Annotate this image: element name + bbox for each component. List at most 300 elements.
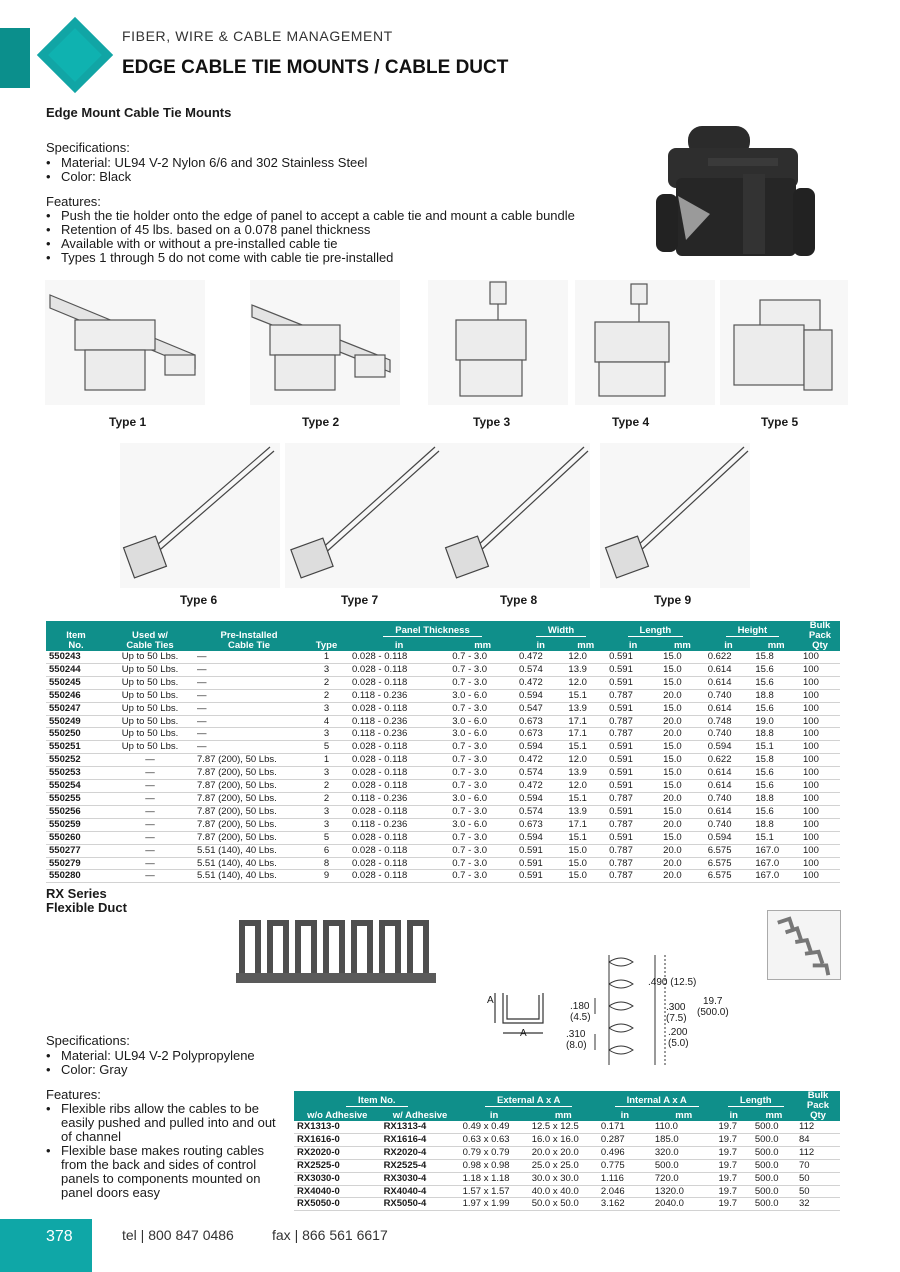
table-cell: 0.787 — [606, 792, 660, 805]
table-cell: 100 — [800, 780, 840, 793]
table-cell: 0.7 - 3.0 — [449, 870, 516, 883]
table-cell: — — [194, 651, 304, 663]
table-cell: 100 — [800, 702, 840, 715]
col-preinstalled-header: Pre-Installed Cable Tie — [194, 621, 304, 651]
table-cell: 15.6 — [752, 663, 800, 676]
table-row — [46, 689, 840, 702]
subheader-in: in — [705, 637, 753, 651]
table-row — [46, 715, 840, 728]
table-cell: 0.787 — [606, 857, 660, 870]
type-8-image — [440, 443, 590, 588]
table-cell: 0.614 — [705, 805, 753, 818]
table-cell: 0.591 — [606, 676, 660, 689]
table-cell: 0.673 — [516, 715, 565, 728]
table-cell: 100 — [800, 651, 840, 663]
table-cell: 15.0 — [565, 870, 606, 883]
table-cell: 167.0 — [752, 844, 800, 857]
table-cell: 0.594 — [705, 831, 753, 844]
table-cell: 16.0 x 16.0 — [529, 1133, 598, 1146]
table-cell: 15.1 — [565, 792, 606, 805]
table-cell: 20.0 — [660, 792, 705, 805]
table-cell: 9 — [304, 870, 349, 883]
table-cell: 13.9 — [565, 805, 606, 818]
table-cell: 15.6 — [752, 676, 800, 689]
list-item: • Push the tie holder onto the edge of panel to accept a cable tie and mount a cable bundle — [46, 209, 575, 223]
table-cell: 19.7 — [716, 1172, 752, 1185]
subheader-in: in — [716, 1107, 752, 1121]
col-width-header: Width — [516, 621, 606, 637]
list-item: • Color: Gray — [46, 1063, 255, 1077]
subheader-mm: mm — [752, 637, 800, 651]
table-cell: 100 — [800, 792, 840, 805]
edge-mount-table — [46, 621, 840, 883]
edge-mount-photo — [648, 118, 818, 268]
table-cell: 0.287 — [598, 1133, 652, 1146]
table-row — [294, 1185, 840, 1198]
table-row — [46, 741, 840, 754]
col-type-header: Type — [304, 621, 349, 651]
table-cell: 15.1 — [752, 741, 800, 754]
table-cell: 550260 — [46, 831, 106, 844]
subheader-in: in — [606, 637, 660, 651]
table-cell: 0.591 — [606, 767, 660, 780]
table-cell: 0.740 — [705, 728, 753, 741]
table-cell: 550259 — [46, 818, 106, 831]
table-cell: 0.98 x 0.98 — [460, 1159, 529, 1172]
table-cell: 15.6 — [752, 702, 800, 715]
subheader-mm: mm — [449, 637, 516, 651]
table-cell: 0.591 — [606, 831, 660, 844]
table-cell: 3.0 - 6.0 — [449, 689, 516, 702]
table-cell: 12.5 x 12.5 — [529, 1121, 598, 1133]
table-cell: 50 — [796, 1172, 840, 1185]
table-cell: Up to 50 Lbs. — [106, 702, 194, 715]
table-cell: 720.0 — [652, 1172, 716, 1185]
rx-subheading: Flexible Duct — [46, 900, 127, 915]
table-cell: 0.591 — [606, 663, 660, 676]
subheader-wo-adhesive: w/o Adhesive — [294, 1107, 381, 1121]
table-cell: 100 — [800, 676, 840, 689]
table-cell: 0.775 — [598, 1159, 652, 1172]
type-3-label: Type 3 — [473, 415, 511, 429]
table-cell: 84 — [796, 1133, 840, 1146]
table-cell: 0.591 — [606, 805, 660, 818]
footer-tel: tel | 800 847 0486 — [122, 1227, 234, 1243]
table-cell: 12.0 — [565, 754, 606, 767]
table-cell: 15.1 — [565, 741, 606, 754]
table-cell: 15.0 — [660, 741, 705, 754]
table-cell: 0.028 - 0.118 — [349, 805, 449, 818]
table-cell: RX1313-0 — [294, 1121, 381, 1133]
table-cell: 8 — [304, 857, 349, 870]
table-cell: RX1616-0 — [294, 1133, 381, 1146]
rx-spec-label: Specifications: — [46, 1033, 130, 1048]
table-cell: 5 — [304, 741, 349, 754]
table-cell: — — [106, 805, 194, 818]
table-cell: 19.0 — [752, 715, 800, 728]
table-cell: 20.0 — [660, 870, 705, 883]
table-cell: RX5050-0 — [294, 1198, 381, 1211]
table-cell: 0.028 - 0.118 — [349, 780, 449, 793]
table-cell: 13.9 — [565, 702, 606, 715]
page-title: EDGE CABLE TIE MOUNTS / CABLE DUCT — [122, 57, 509, 78]
table-cell: 15.1 — [565, 831, 606, 844]
table-row — [46, 831, 840, 844]
table-cell: — — [106, 857, 194, 870]
table-cell: 3.162 — [598, 1198, 652, 1211]
table-cell: 1.116 — [598, 1172, 652, 1185]
table-cell: 320.0 — [652, 1146, 716, 1159]
table-cell: 0.748 — [705, 715, 753, 728]
table-cell: 100 — [800, 831, 840, 844]
table-cell: 15.8 — [752, 754, 800, 767]
table-cell: 550249 — [46, 715, 106, 728]
table-row — [46, 792, 840, 805]
col-bulk-header: Bulk Pack Qty — [800, 621, 840, 651]
table-row — [46, 663, 840, 676]
table-cell: 0.79 x 0.79 — [460, 1146, 529, 1159]
table-cell: 2 — [304, 689, 349, 702]
table-cell: 7.87 (200), 50 Lbs. — [194, 805, 304, 818]
type-9-image — [600, 443, 750, 588]
table-cell: 0.63 x 0.63 — [460, 1133, 529, 1146]
table-cell: 1320.0 — [652, 1185, 716, 1198]
table-cell: 0.622 — [705, 651, 753, 663]
table-cell: — — [194, 715, 304, 728]
table-cell: RX4040-0 — [294, 1185, 381, 1198]
list-item: • Flexible ribs allow the cables to be easily pushed and pulled into and out of channel — [46, 1102, 282, 1144]
table-cell: 0.787 — [606, 870, 660, 883]
table-cell: 0.7 - 3.0 — [449, 767, 516, 780]
table-cell: Up to 50 Lbs. — [106, 651, 194, 663]
table-cell: 0.7 - 3.0 — [449, 663, 516, 676]
table-cell: 0.591 — [516, 870, 565, 883]
table-cell: 167.0 — [752, 857, 800, 870]
table-cell: 112 — [796, 1146, 840, 1159]
table-cell: 15.8 — [752, 651, 800, 663]
table-cell: 0.594 — [516, 831, 565, 844]
type-8-label: Type 8 — [500, 593, 538, 607]
table-cell: 19.7 — [716, 1185, 752, 1198]
subheader-in: in — [598, 1107, 652, 1121]
table-row — [46, 844, 840, 857]
table-cell: Up to 50 Lbs. — [106, 715, 194, 728]
subheader-mm: mm — [565, 637, 606, 651]
table-cell: 15.1 — [565, 689, 606, 702]
table-cell: 550247 — [46, 702, 106, 715]
table-cell: 0.740 — [705, 818, 753, 831]
table-cell: 550243 — [46, 651, 106, 663]
table-cell: — — [194, 676, 304, 689]
table-row — [46, 676, 840, 689]
rx-spec-list — [46, 1049, 255, 1077]
table-cell: 15.1 — [752, 831, 800, 844]
table-cell: 15.0 — [660, 651, 705, 663]
table-cell: 19.7 — [716, 1159, 752, 1172]
table-cell: RX3030-4 — [381, 1172, 460, 1185]
dim-200: .200 — [668, 1027, 688, 1038]
table-cell: 100 — [800, 857, 840, 870]
subheader-in: in — [349, 637, 449, 651]
table-cell: 3.0 - 6.0 — [449, 715, 516, 728]
table-cell: 0.028 - 0.118 — [349, 754, 449, 767]
table-cell: 0.118 - 0.236 — [349, 715, 449, 728]
table-cell: 0.7 - 3.0 — [449, 844, 516, 857]
table-cell: 0.574 — [516, 767, 565, 780]
col-internal-header: Internal A x A — [598, 1091, 716, 1107]
table-cell: 3 — [304, 663, 349, 676]
table-cell: 100 — [800, 870, 840, 883]
subheader-mm: mm — [529, 1107, 598, 1121]
subheader-in: in — [516, 637, 565, 651]
table-cell: 50.0 x 50.0 — [529, 1198, 598, 1211]
table-cell: 0.787 — [606, 689, 660, 702]
list-item: • Types 1 through 5 do not come with cable tie pre-installed — [46, 251, 575, 265]
table-cell: 550279 — [46, 857, 106, 870]
edge-mount-heading: Edge Mount Cable Tie Mounts — [46, 105, 232, 120]
type-6-label: Type 6 — [180, 593, 218, 607]
table-cell: 18.8 — [752, 689, 800, 702]
table-cell: 0.028 - 0.118 — [349, 831, 449, 844]
table-cell: 7.87 (200), 50 Lbs. — [194, 818, 304, 831]
table-cell: 0.118 - 0.236 — [349, 728, 449, 741]
table-cell: 12.0 — [565, 676, 606, 689]
list-item: • Color: Black — [46, 170, 367, 184]
table-cell: — — [194, 741, 304, 754]
table-cell: 0.614 — [705, 767, 753, 780]
table-cell: 6.575 — [705, 857, 753, 870]
table-cell: 2 — [304, 792, 349, 805]
table-row — [294, 1121, 840, 1133]
table-row — [46, 651, 840, 663]
rx-heading: RX Series — [46, 886, 107, 901]
table-cell: 500.0 — [752, 1121, 796, 1133]
footer-fax: fax | 866 561 6617 — [272, 1227, 388, 1243]
subheader-mm: mm — [652, 1107, 716, 1121]
table-cell: 5.51 (140), 40 Lbs. — [194, 870, 304, 883]
subheader-mm: mm — [660, 637, 705, 651]
table-cell: 2 — [304, 780, 349, 793]
table-cell: 500.0 — [752, 1172, 796, 1185]
col-item-header: Item No. — [46, 621, 106, 651]
table-cell: 0.118 - 0.236 — [349, 792, 449, 805]
dim-197: 19.7 — [703, 996, 723, 1007]
table-cell: — — [194, 702, 304, 715]
table-cell: 0.787 — [606, 818, 660, 831]
table-cell: 550245 — [46, 676, 106, 689]
list-item: • Flexible base makes routing cables from the back and sides of control panels to components mounted on panel doors easy — [46, 1144, 282, 1200]
table-row — [294, 1133, 840, 1146]
table-cell: 0.591 — [606, 754, 660, 767]
table-cell: 2040.0 — [652, 1198, 716, 1211]
table-cell: 20.0 — [660, 728, 705, 741]
table-cell: 550251 — [46, 741, 106, 754]
edge-mount-table-body — [46, 651, 840, 883]
table-cell: 15.0 — [660, 663, 705, 676]
table-cell: 1.97 x 1.99 — [460, 1198, 529, 1211]
rx-duct-table-body — [294, 1121, 840, 1211]
table-cell: 100 — [800, 844, 840, 857]
table-cell: 112 — [796, 1121, 840, 1133]
table-cell: 0.472 — [516, 780, 565, 793]
table-cell: 0.740 — [705, 792, 753, 805]
table-cell: 15.0 — [660, 702, 705, 715]
table-row — [294, 1159, 840, 1172]
table-cell: 7.87 (200), 50 Lbs. — [194, 780, 304, 793]
rx-duct-table — [294, 1091, 840, 1211]
table-cell: 100 — [800, 715, 840, 728]
table-cell: 1.18 x 1.18 — [460, 1172, 529, 1185]
table-cell: 12.0 — [565, 780, 606, 793]
table-cell: 0.7 - 3.0 — [449, 780, 516, 793]
table-row — [46, 857, 840, 870]
table-cell: 20.0 — [660, 857, 705, 870]
table-cell: 100 — [800, 754, 840, 767]
table-cell: 15.6 — [752, 780, 800, 793]
table-row — [46, 818, 840, 831]
table-cell: Up to 50 Lbs. — [106, 728, 194, 741]
table-cell: 17.1 — [565, 728, 606, 741]
table-cell: 0.591 — [606, 651, 660, 663]
table-cell: 7.87 (200), 50 Lbs. — [194, 754, 304, 767]
table-cell: 6 — [304, 844, 349, 857]
table-row — [46, 754, 840, 767]
table-cell: 550246 — [46, 689, 106, 702]
edge-feat-label: Features: — [46, 194, 101, 209]
type-1-image — [45, 280, 205, 405]
col-height-header: Height — [705, 621, 800, 637]
table-cell: 100 — [800, 741, 840, 754]
table-cell: 15.0 — [660, 676, 705, 689]
type-6-image — [120, 443, 280, 588]
table-cell: 20.0 x 20.0 — [529, 1146, 598, 1159]
table-cell: 30.0 x 30.0 — [529, 1172, 598, 1185]
table-cell: RX2525-4 — [381, 1159, 460, 1172]
table-cell: 1 — [304, 651, 349, 663]
table-cell: 0.614 — [705, 676, 753, 689]
table-cell: 17.1 — [565, 715, 606, 728]
table-cell: — — [106, 831, 194, 844]
header-diamond-logo — [37, 17, 113, 93]
table-cell: — — [194, 689, 304, 702]
table-cell: 50 — [796, 1185, 840, 1198]
dim-300-mm: (7.5) — [666, 1013, 687, 1024]
rx-feature-list — [46, 1102, 282, 1200]
table-cell: 500.0 — [752, 1185, 796, 1198]
table-cell: 7.87 (200), 50 Lbs. — [194, 792, 304, 805]
type-7-image — [285, 443, 445, 588]
table-cell: 0.496 — [598, 1146, 652, 1159]
table-cell: 13.9 — [565, 663, 606, 676]
table-cell: 70 — [796, 1159, 840, 1172]
table-cell: — — [106, 870, 194, 883]
list-item: • Material: UL94 V-2 Polypropylene — [46, 1049, 255, 1063]
table-cell: 18.8 — [752, 728, 800, 741]
table-cell: 0.7 - 3.0 — [449, 741, 516, 754]
dim-310-mm: (8.0) — [566, 1040, 587, 1051]
table-cell: 0.028 - 0.118 — [349, 702, 449, 715]
table-cell: 15.0 — [660, 767, 705, 780]
table-cell: — — [194, 728, 304, 741]
table-cell: 0.472 — [516, 754, 565, 767]
table-cell: 15.0 — [660, 780, 705, 793]
table-cell: 0.028 - 0.118 — [349, 857, 449, 870]
table-cell: 100 — [800, 767, 840, 780]
table-cell: 6.575 — [705, 844, 753, 857]
table-cell: — — [106, 780, 194, 793]
table-cell: RX2020-0 — [294, 1146, 381, 1159]
table-cell: 3 — [304, 728, 349, 741]
table-cell: 15.0 — [660, 754, 705, 767]
table-cell: 0.594 — [705, 741, 753, 754]
table-cell: 0.028 - 0.118 — [349, 767, 449, 780]
header-accent-bar — [0, 28, 30, 88]
table-row — [46, 767, 840, 780]
table-cell: 5.51 (140), 40 Lbs. — [194, 844, 304, 857]
subheader-w-adhesive: w/ Adhesive — [381, 1107, 460, 1121]
table-cell: 0.591 — [516, 857, 565, 870]
page-number: 378 — [46, 1228, 73, 1245]
table-cell: 2 — [304, 676, 349, 689]
type-7-label: Type 7 — [341, 593, 379, 607]
dim-200-mm: (5.0) — [668, 1038, 689, 1049]
table-cell: 3 — [304, 702, 349, 715]
table-cell: 15.0 — [660, 805, 705, 818]
table-cell: 0.472 — [516, 676, 565, 689]
table-cell: RX2525-0 — [294, 1159, 381, 1172]
table-cell: 20.0 — [660, 818, 705, 831]
dim-500: (500.0) — [697, 1007, 729, 1018]
edge-spec-label: Specifications: — [46, 140, 130, 155]
table-cell: 0.594 — [516, 689, 565, 702]
table-cell: RX5050-4 — [381, 1198, 460, 1211]
type-4-image — [575, 280, 715, 405]
table-cell: 0.787 — [606, 844, 660, 857]
table-cell: 7.87 (200), 50 Lbs. — [194, 831, 304, 844]
table-cell: 100 — [800, 818, 840, 831]
table-cell: 0.7 - 3.0 — [449, 754, 516, 767]
type-9-label: Type 9 — [654, 593, 692, 607]
table-cell: 0.7 - 3.0 — [449, 651, 516, 663]
table-cell: 2.046 — [598, 1185, 652, 1198]
table-cell: — — [194, 663, 304, 676]
table-cell: 110.0 — [652, 1121, 716, 1133]
table-cell: RX2020-4 — [381, 1146, 460, 1159]
table-cell: 0.028 - 0.118 — [349, 676, 449, 689]
table-row — [294, 1172, 840, 1185]
list-item: • Available with or without a pre-installed cable tie — [46, 237, 575, 251]
table-cell: 167.0 — [752, 870, 800, 883]
table-cell: 19.7 — [716, 1146, 752, 1159]
type-4-label: Type 4 — [612, 415, 650, 429]
table-cell: 3 — [304, 805, 349, 818]
table-cell: 0.591 — [606, 741, 660, 754]
type-2-image — [250, 280, 400, 405]
table-cell: 100 — [800, 805, 840, 818]
table-cell: 20.0 — [660, 715, 705, 728]
dim-a-vertical: A — [487, 995, 494, 1006]
table-cell: 3.0 - 6.0 — [449, 818, 516, 831]
table-cell: 0.7 - 3.0 — [449, 805, 516, 818]
table-row — [294, 1146, 840, 1159]
subheader-mm: mm — [752, 1107, 796, 1121]
table-cell: 15.0 — [565, 844, 606, 857]
dim-490: .490 (12.5) — [648, 977, 697, 988]
table-cell: 19.7 — [716, 1121, 752, 1133]
col-bulk-header: Bulk Pack Qty — [796, 1091, 840, 1121]
type-5-image — [720, 280, 848, 405]
table-cell: — — [106, 792, 194, 805]
